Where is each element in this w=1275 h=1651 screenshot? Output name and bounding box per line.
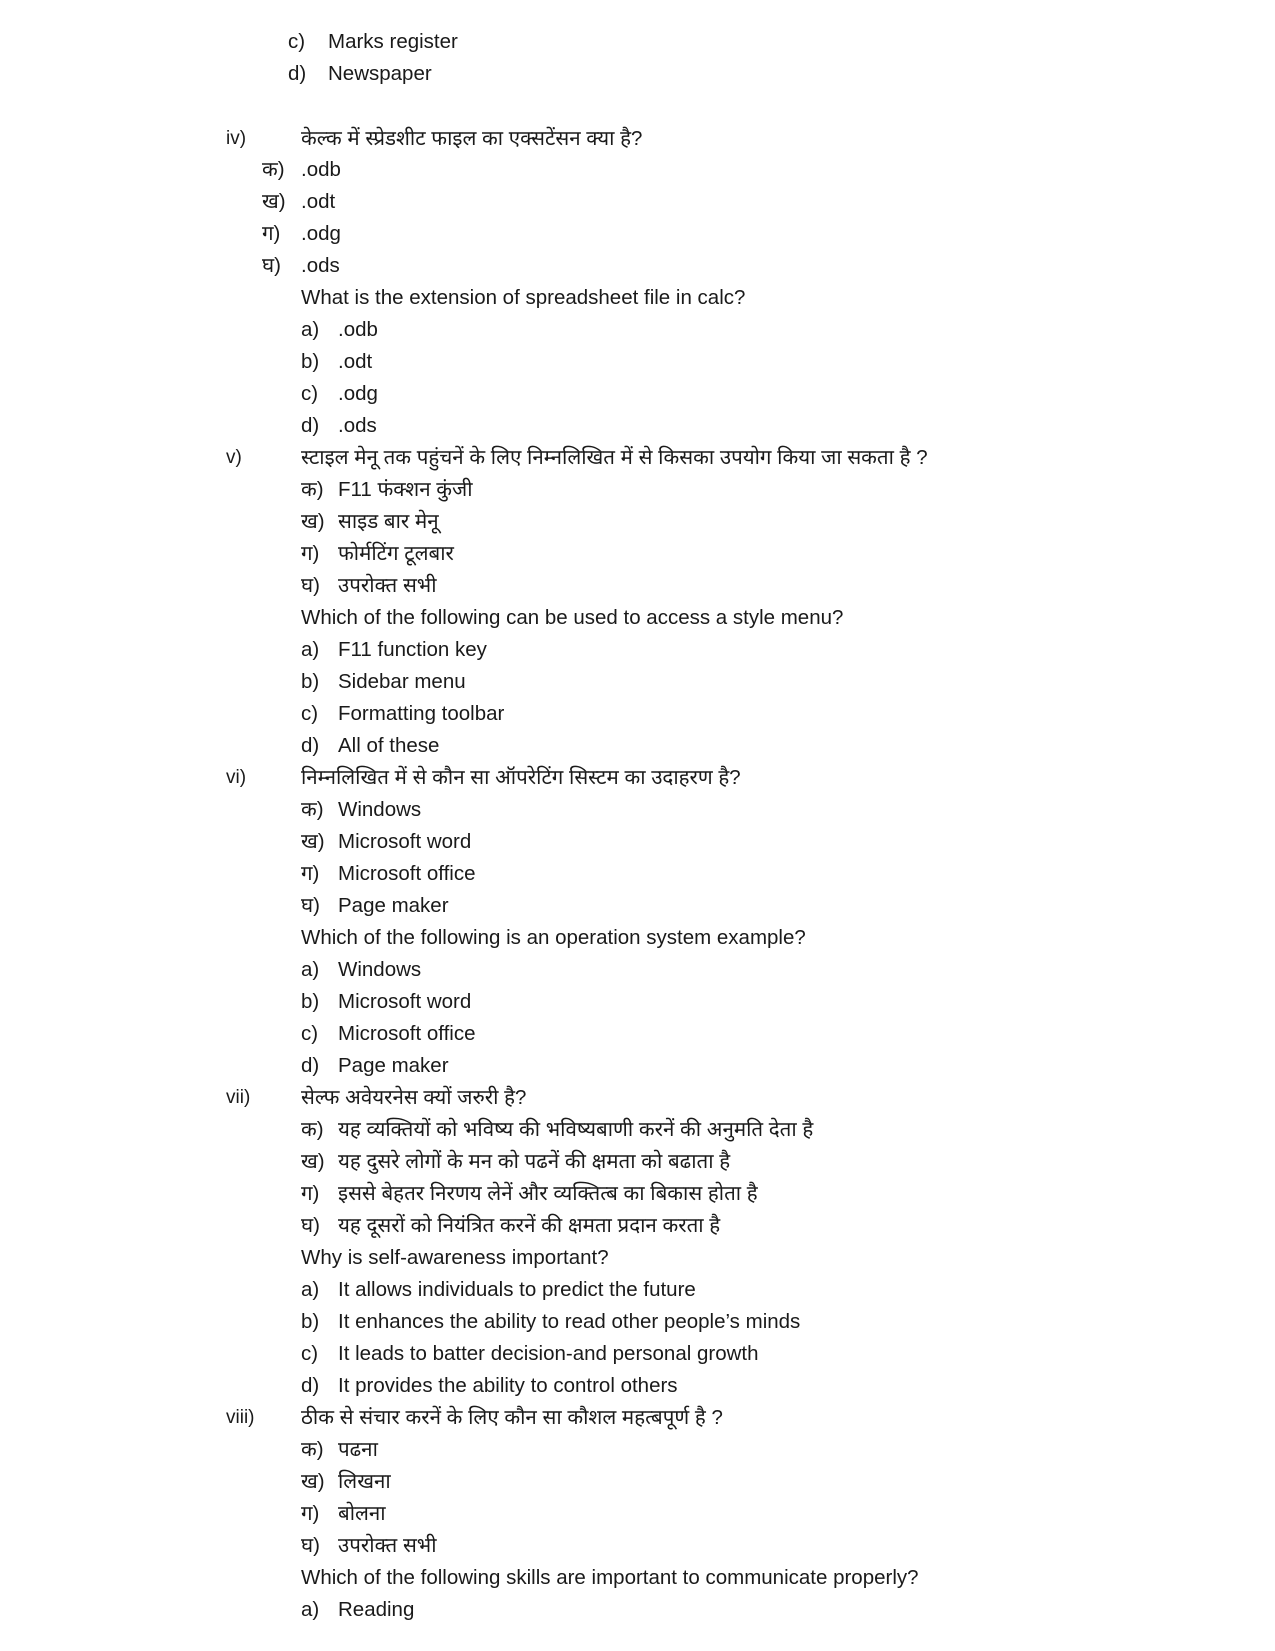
option-marker: क) (301, 798, 324, 821)
question-number: v) (226, 447, 242, 468)
option-line (0, 155, 1275, 185)
option-marker: a) (301, 958, 320, 981)
option-marker: a) (301, 1598, 320, 1621)
option-marker: b) (301, 990, 320, 1013)
option-line (0, 859, 1275, 889)
question-hindi (0, 1083, 1275, 1113)
question-text-hindi: सेल्फ अवेयरनेस क्यों जरुरी है? (301, 1086, 527, 1109)
option-marker: ग) (262, 222, 281, 245)
option-marker: c) (288, 30, 306, 53)
question-hindi (0, 1403, 1275, 1433)
option-line (0, 827, 1275, 857)
question-english (0, 1243, 1275, 1273)
option-marker: ख) (301, 510, 325, 533)
option-marker: ग) (301, 542, 320, 565)
question-english (0, 603, 1275, 633)
option-text: F11 function key (338, 638, 487, 661)
option-line (0, 1147, 1275, 1177)
option-marker: d) (301, 414, 320, 437)
question-text-hindi: निम्नलिखित में से कौन सा ऑपरेटिंग सिस्टम का उदाहरण है? (301, 766, 741, 789)
option-marker: ग) (301, 1182, 320, 1205)
option-marker: ख) (262, 190, 286, 213)
option-marker: a) (301, 1278, 320, 1301)
question-text-hindi: ठीक से संचार करनें के लिए कौन सा कौशल महत्बपूर्ण है ? (301, 1406, 723, 1429)
question-text-english: Which of the following is an operation system example? (301, 926, 806, 949)
option-text: It allows individuals to predict the future (338, 1278, 696, 1301)
option-marker: घ) (301, 1534, 320, 1557)
option-text: यह दुसरे लोगों के मन को पढनें की क्षमता को बढाता है (338, 1150, 731, 1173)
option-text: .odt (338, 350, 373, 373)
option-marker: ग) (301, 1502, 320, 1525)
option-line (0, 251, 1275, 281)
option-text: Newspaper (328, 62, 432, 85)
option-text: Reading (338, 1598, 415, 1621)
option-line (0, 379, 1275, 409)
option-text: फोर्मटिंग टूलबार (338, 542, 454, 565)
option-line (0, 635, 1275, 665)
option-line (0, 1019, 1275, 1049)
option-line (0, 411, 1275, 441)
option-text: F11 फंक्शन कुंजी (338, 478, 473, 501)
option-line (0, 667, 1275, 697)
option-line (0, 987, 1275, 1017)
option-text: Windows (338, 798, 422, 821)
option-line (0, 1275, 1275, 1305)
option-text: All of these (338, 734, 440, 757)
option-text: पढना (338, 1438, 378, 1461)
option-marker: घ) (301, 1214, 320, 1237)
option-line (0, 315, 1275, 345)
option-text: .odb (301, 158, 341, 181)
option-line (0, 955, 1275, 985)
question-number: viii) (226, 1407, 255, 1428)
option-marker: d) (301, 734, 320, 757)
option-marker: ख) (301, 830, 325, 853)
option-marker: b) (301, 350, 320, 373)
option-marker: घ) (262, 254, 281, 277)
option-text: इससे बेहतर निरणय लेनें और व्यक्तित्ब का बिकास होता है (338, 1182, 758, 1205)
question-number: vii) (226, 1087, 251, 1108)
option-text: Microsoft word (338, 990, 472, 1013)
option-text: साइड बार मेनू (338, 510, 439, 533)
option-line (0, 1307, 1275, 1337)
option-line (0, 1115, 1275, 1145)
option-line (0, 1051, 1275, 1081)
option-text: बोलना (338, 1502, 386, 1525)
option-text: It leads to batter decision-and personal growth (338, 1342, 759, 1365)
option-marker: ख) (301, 1470, 325, 1493)
question-text-english: What is the extension of spreadsheet file in calc? (301, 286, 746, 309)
option-text: उपरोक्त सभी (338, 574, 437, 597)
question-english (0, 923, 1275, 953)
question-hindi (0, 443, 1275, 473)
question-text-english: Which of the following skills are important to communicate properly? (301, 1566, 919, 1589)
option-line (0, 475, 1275, 505)
question-text-hindi: स्टाइल मेनू तक पहुंचनें के लिए निम्नलिखित में से किसका उपयोग किया जा सकता है ? (301, 446, 928, 469)
option-text: .odg (301, 222, 341, 245)
option-line (0, 1531, 1275, 1561)
question-text-english: Why is self-awareness important? (301, 1246, 609, 1269)
option-marker: क) (301, 1118, 324, 1141)
option-text: It enhances the ability to read other people’s minds (338, 1310, 801, 1333)
option-line (0, 731, 1275, 761)
option-line (0, 1435, 1275, 1465)
option-text: .ods (301, 254, 340, 277)
option-line (0, 1211, 1275, 1241)
question-number: iv) (226, 128, 247, 149)
option-line (0, 539, 1275, 569)
question-english (0, 283, 1275, 313)
option-line (0, 187, 1275, 217)
option-text: लिखना (338, 1470, 391, 1493)
option-text: यह व्यक्तियों को भविष्य की भविष्यबाणी करनें की अनुमति देता है (338, 1118, 814, 1141)
option-text: यह दूसरों को नियंत्रित करनें की क्षमता प्रदान करता है (338, 1214, 721, 1237)
option-marker: घ) (301, 574, 320, 597)
question-text-hindi: केल्क में स्प्रेडशीट फाइल का एक्सटेंसन क्या है? (301, 127, 643, 150)
option-text: Microsoft office (338, 862, 476, 885)
option-marker: घ) (301, 894, 320, 917)
option-line (0, 219, 1275, 249)
option-line (0, 795, 1275, 825)
option-marker: क) (301, 1438, 324, 1461)
option-line (0, 1499, 1275, 1529)
option-text: Microsoft office (338, 1022, 476, 1045)
question-hindi (0, 763, 1275, 793)
option-line (0, 1179, 1275, 1209)
option-text: Marks register (328, 30, 458, 53)
option-marker: a) (301, 318, 320, 341)
option-marker: क) (301, 478, 324, 501)
option-text: .ods (338, 414, 377, 437)
option-text: उपरोक्त सभी (338, 1534, 437, 1557)
option-line (0, 1595, 1275, 1625)
option-line (0, 27, 1275, 57)
option-text: Page maker (338, 894, 449, 917)
option-marker: c) (301, 382, 319, 405)
option-marker: क) (262, 158, 285, 181)
option-line (0, 891, 1275, 921)
option-marker: d) (301, 1054, 320, 1077)
option-marker: d) (301, 1374, 320, 1397)
option-line (0, 571, 1275, 601)
question-english (0, 1563, 1275, 1593)
option-text: Microsoft word (338, 830, 472, 853)
option-text: Formatting toolbar (338, 702, 505, 725)
option-line (0, 1371, 1275, 1401)
option-text: Sidebar menu (338, 670, 466, 693)
question-text-english: Which of the following can be used to access a style menu? (301, 606, 844, 629)
option-line (0, 1467, 1275, 1497)
option-line (0, 59, 1275, 89)
option-text: .odt (301, 190, 336, 213)
option-line (0, 347, 1275, 377)
option-marker: ख) (301, 1150, 325, 1173)
option-marker: c) (301, 1342, 319, 1365)
option-line (0, 699, 1275, 729)
question-number: vi) (226, 767, 247, 788)
option-text: .odg (338, 382, 378, 405)
option-marker: c) (301, 702, 319, 725)
question-hindi (0, 124, 1275, 154)
option-text: Page maker (338, 1054, 449, 1077)
option-marker: b) (301, 670, 320, 693)
option-line (0, 507, 1275, 537)
option-marker: c) (301, 1022, 319, 1045)
option-marker: ग) (301, 862, 320, 885)
option-marker: b) (301, 1310, 320, 1333)
option-text: .odb (338, 318, 378, 341)
option-marker: d) (288, 62, 307, 85)
option-marker: a) (301, 638, 320, 661)
option-text: Windows (338, 958, 422, 981)
option-line (0, 1339, 1275, 1369)
option-text: It provides the ability to control others (338, 1374, 678, 1397)
